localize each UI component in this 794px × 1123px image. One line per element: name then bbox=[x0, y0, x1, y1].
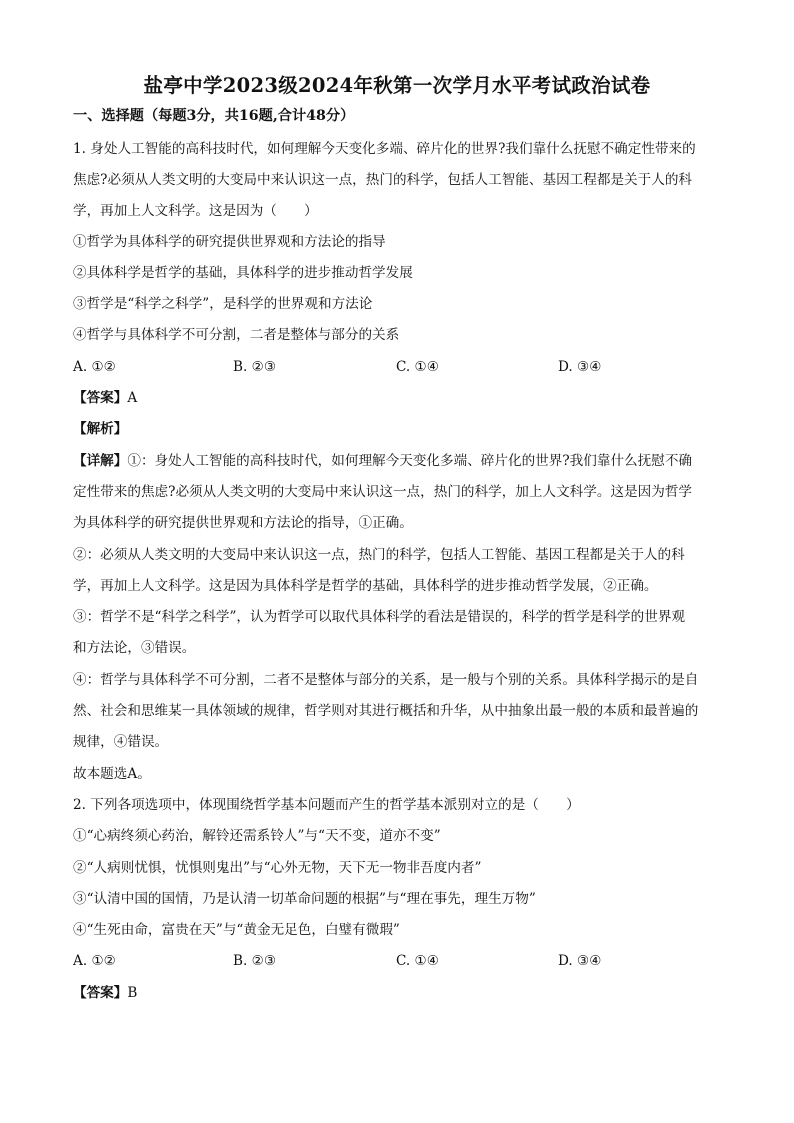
q1-option-a: A. ①② bbox=[73, 359, 116, 375]
q1-detail-line: 为具体科学的研究提供世界观和方法论的指导，①正确。 bbox=[73, 515, 413, 531]
answer-value: B bbox=[127, 985, 138, 1001]
detail-tag: 【详解】 bbox=[73, 453, 128, 469]
answer-value: A bbox=[127, 390, 138, 406]
q1-detail-line: 然、社会和思维某一具体领域的规律，哲学则对其进行概括和升华，从中抽象出最一般的本质和最普遍的 bbox=[73, 703, 699, 719]
q1-statement: ①哲学为具体科学的研究提供世界观和方法论的指导 bbox=[73, 234, 386, 250]
q1-detail-line: ③：哲学不是“科学之科学”，认为哲学可以取代具体科学的看法是错误的，科学的哲学是科学的世界观 bbox=[73, 609, 686, 625]
q2-option-d: D. ③④ bbox=[558, 953, 602, 969]
q1-stem-line: 焦虑?必须从人类文明的大变局中来认识这一点，热门的科学，包括人工智能、基因工程都是关于人的科 bbox=[73, 172, 693, 188]
q1-option-c: C. ①④ bbox=[396, 359, 439, 375]
q1-statement: ②具体科学是哲学的基础，具体科学的进步推动哲学发展 bbox=[73, 265, 413, 281]
q1-stem-line: 1. 身处人工智能的高科技时代，如何理解今天变化多端、碎片化的世界?我们靠什么抚慰不确定性带来的 bbox=[73, 141, 696, 157]
q1-statement: ④哲学与具体科学不可分割，二者是整体与部分的关系 bbox=[73, 327, 400, 343]
q2-statement: ①“心病终须心药治，解铃还需系铃人”与“天不变，道亦不变” bbox=[73, 828, 441, 844]
q1-detail-line: 和方法论，③错误。 bbox=[73, 640, 196, 656]
exam-title: 盐亭中学2023级2024年秋第一次学月水平考试政治试卷 bbox=[143, 74, 651, 97]
q1-statement: ③哲学是“科学之科学”，是科学的世界观和方法论 bbox=[73, 296, 373, 312]
q1-stem-line: 学，再加上人文科学。这是因为（ ） bbox=[73, 203, 318, 219]
q2-option-c: C. ①④ bbox=[396, 953, 439, 969]
q1-answer bbox=[73, 388, 723, 408]
q2-statement: ③“认清中国的国情，乃是认清一切革命问题的根据”与“理在事先，理生万物” bbox=[73, 891, 536, 907]
q1-option-d: D. ③④ bbox=[558, 359, 602, 375]
q2-answer bbox=[73, 983, 723, 1003]
detail-text: ①：身处人工智能的高科技时代，如何理解今天变化多端、碎片化的世界?我们靠什么抚慰不确 bbox=[127, 453, 693, 469]
answer-tag: 【答案】 bbox=[73, 390, 128, 406]
q1-detail-line: 定性带来的焦虑?必须从人类文明的大变局中来认识这一点，热门的科学，加上人文科学。这是因为哲学 bbox=[73, 484, 693, 500]
q2-option-a: A. ①② bbox=[73, 953, 116, 969]
q2-stem: 2. 下列各项选项中，体现围绕哲学基本问题而产生的哲学基本派别对立的是（ ） bbox=[73, 797, 580, 813]
q1-detail-line: ④：哲学与具体科学不可分割，二者不是整体与部分的关系，是一般与个别的关系。具体科学揭示的是自 bbox=[73, 672, 699, 688]
section-heading: 一、选择题（每题3分，共16题,合计48分） bbox=[73, 108, 355, 124]
q1-analysis-tag: 【解析】 bbox=[73, 421, 128, 437]
q1-detail-line: 规律，④错误。 bbox=[73, 734, 169, 750]
q2-statement: ②“人病则忧惧，忧惧则鬼出”与“心外无物，天下无一物非吾度内者” bbox=[73, 860, 482, 876]
q1-detail-line: ②：必须从人类文明的大变局中来认识这一点，热门的科学，包括人工智能、基因工程都是关于人的科 bbox=[73, 547, 685, 563]
q1-option-b: B. ②③ bbox=[233, 359, 277, 375]
q1-detail-line bbox=[73, 451, 723, 471]
q2-statement: ④“生死由命，富贵在天”与“黄金无足色，白璧有微瑕” bbox=[73, 922, 400, 938]
answer-tag: 【答案】 bbox=[73, 985, 128, 1001]
q1-conclusion: 故本题选A。 bbox=[73, 766, 151, 782]
q1-detail-line: 学，再加上人文科学。这是因为具体科学是哲学的基础，具体科学的进步推动哲学发展，②正确。 bbox=[73, 578, 658, 594]
q2-option-b: B. ②③ bbox=[233, 953, 277, 969]
